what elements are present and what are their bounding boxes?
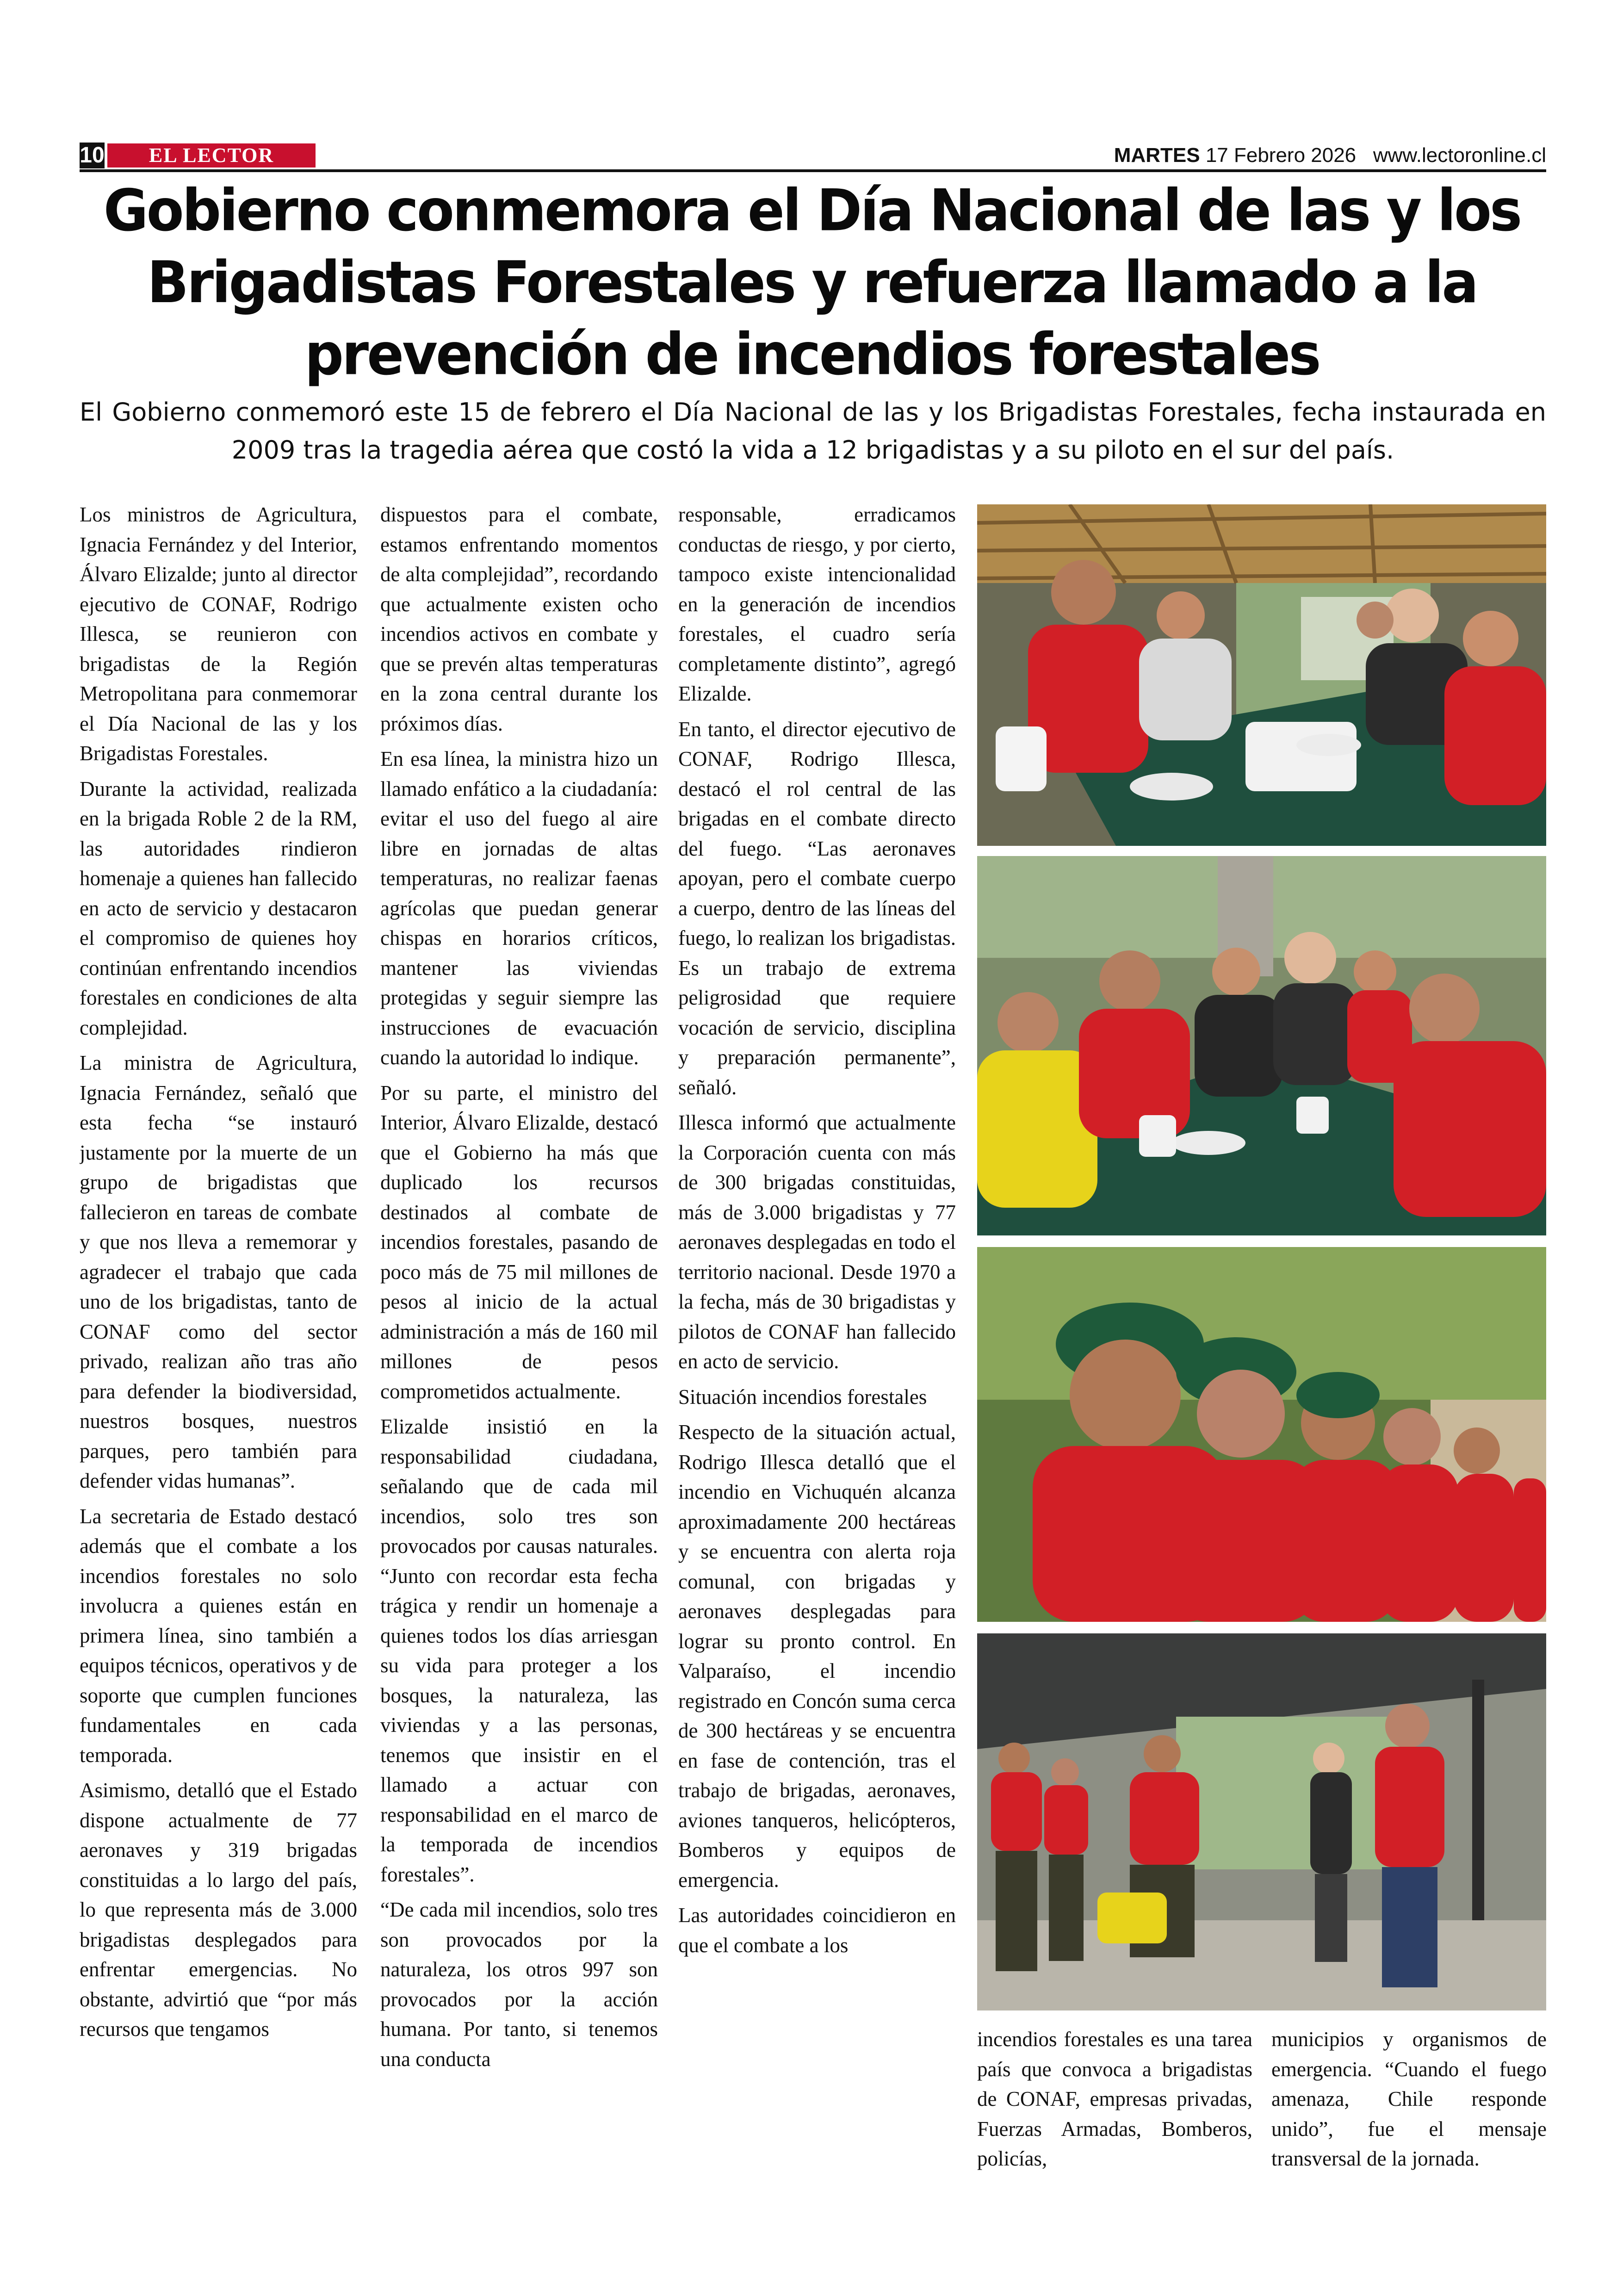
paragraph: Las autoridades coincidieron en que el combate a los: [678, 1904, 956, 1957]
header-day: MARTES: [1114, 144, 1200, 167]
article-column-4: [977, 2024, 1252, 2209]
paragraph: municipios y organismos de emergencia. “Cuando el fuego amenaza, Chile responde unido”, fue el mensaje transversal de la jornada.: [1271, 2028, 1547, 2170]
header-rule: [80, 169, 1546, 172]
article-column-5: [1271, 2024, 1547, 2209]
article-column-2: [380, 500, 658, 2207]
page-header: [80, 141, 1546, 170]
paragraph: Por su parte, el ministro del Interior, Álvaro Elizalde, destacó que el Gobierno ha más que duplicado los recursos destinados al combate de incendios forestales, pasando de poco más de 75 mil millones de pesos al inicio de la actual administración a más de 160 mil millones de pesos comprometidos actualmente.: [380, 1081, 658, 1403]
paragraph: Durante la actividad, realizada en la brigada Roble 2 de la RM, las autoridades rindieron homenaje a quienes han fallecido en acto de servicio y destacaron el compromiso de quienes hoy continúan enfrentando incendios forestales en condiciones de alta complejidad.: [80, 777, 357, 1039]
paragraph: Asimismo, detalló que el Estado dispone actualmente de 77 aeronaves y 319 brigadas constituidas a lo largo del país, lo que representa más de 3.000 brigadistas desplegados para enfrentar emergencias. No obstante, advirtió que “por más recursos que tengamos: [80, 1779, 357, 2041]
newspaper-logo: EL LECTOR: [107, 143, 316, 168]
header-dateline: [1114, 143, 1546, 168]
paragraph: “De cada mil incendios, solo tres son provocados por la naturaleza, los otros 997 son provocados por la acción humana. Por tanto, si tenemos una conducta: [380, 1898, 658, 2071]
paragraph: Los ministros de Agricultura, Ignacia Fernández y del Interior, Álvaro Elizalde; junto al director ejecutivo de CONAF, Rodrigo Illesca, se reunieron con brigadistas de la Región Metropolitana para conmemorar el Día Nacional de las y los Brigadistas Forestales.: [80, 503, 357, 765]
header-date: 17 Febrero 2026: [1205, 144, 1357, 167]
article-headline: Gobierno conmemora el Día Nacional de las y los Brigadistas Forestales y refuerza llamado a la prevención de incendios forestales: [103, 177, 1521, 388]
paragraph: La secretaria de Estado destacó además que el combate a los incendios forestales no solo involucra a quienes están en primera línea, sino también a equipos técnicos, operativos y de soporte que cumplen funciones fundamentales en cada temporada.: [80, 1504, 357, 1767]
article-column-3: [678, 500, 956, 2207]
photo-tool-demonstration: [977, 1633, 1546, 2011]
paragraph: Elizalde insistió en la responsabilidad ciudadana, señalando que de cada mil incendios, solo tres son provocados por causas naturales. “Junto con recordar esta fecha trágica y rendir un homenaje a quienes todos los días arriesgan su vida para proteger a los bosques, la naturaleza, las viviendas y a las personas, tenemos que insistir en el llamado a actuar con responsabilidad en el marco de la temporada de incendios forestales”.: [380, 1415, 658, 1886]
paragraph: Illesca informó que actualmente la Corporación cuenta con más de 300 brigadas constituidas, más de 3.000 brigadistas y 77 aeronaves desplegadas en todo el territorio nacional. Desde 1970 a la fecha, más de 30 brigadistas y pilotos de CONAF han fallecido en acto de servicio.: [678, 1111, 956, 1373]
photo-brigadistas-table: [977, 856, 1546, 1235]
photo-officials-table: [977, 504, 1546, 846]
subheading: Situación incendios forestales: [678, 1385, 927, 1409]
paragraph: dispuestos para el combate, estamos enfrentando momentos de alta complejidad”, recordando que actualmente existen ocho incendios activos en combate y que se prevén altas temperaturas en la zona central durante los próximos días.: [380, 503, 658, 735]
page-number: 10: [80, 143, 105, 168]
paragraph: En tanto, el director ejecutivo de CONAF, Rodrigo Illesca, destacó el rol central de las brigadas en el combate directo del fuego. “Las aeronaves apoyan, pero el combate cuerpo a cuerpo, dentro de las líneas del fuego, lo realizan los brigadistas. Es un trabajo de extrema peligrosidad que requiere vocación de servicio, disciplina y preparación permanente”, señaló.: [678, 717, 956, 1099]
article-deck: El Gobierno conmemoró este 15 de febrero el Día Nacional de las y los Brigadistas Forestales, fecha instaurada en 2009 tras la tragedia aérea que costó la vida a 12 brigadistas y a su piloto en el sur del país.: [80, 397, 1546, 465]
paragraph: incendios forestales es una tarea país que convoca a brigadistas de CONAF, empresas privadas, Fuerzas Armadas, Bomberos, policías,: [977, 2028, 1252, 2170]
header-website[interactable]: www.lectoronline.cl: [1373, 144, 1546, 167]
paragraph: responsable, erradicamos conductas de riesgo, y por cierto, tampoco existe intencionalidad en la generación de incendios forestales, el cuadro sería completamente distinto”, agregó Elizalde.: [678, 503, 956, 705]
photo-brigadistas-formation: [977, 1247, 1546, 1622]
article-column-1: [80, 500, 357, 2207]
paragraph: En esa línea, la ministra hizo un llamado enfático a la ciudadanía: evitar el uso del fuego al aire libre en jornadas de altas temperaturas, no realizar faenas agrícolas que puedan generar chispas en horarios críticos, mantener las viviendas protegidas y seguir siempre las instrucciones de evacuación cuando la autoridad lo indique.: [380, 747, 658, 1069]
paragraph: La ministra de Agricultura, Ignacia Fernández, señaló que esta fecha “se instauró justamente por la muerte de un grupo de brigadistas que fallecieron en tareas de combate y que nos lleva a rememorar y agradecer el trabajo que cada uno de los brigadistas, tanto de CONAF como del sector privado, realizan año tras año para defender la biodiversidad, nuestros bosques, nuestros parques, pero también para defender vidas humanas”.: [80, 1051, 357, 1492]
paragraph: Respecto de la situación actual, Rodrigo Illesca detalló que el incendio en Vichuquén alcanza aproximadamente 200 hectáreas y se encuentra con alerta roja comunal, con brigadas y aeronaves desplegadas para lograr su pronto control. En Valparaíso, el incendio registrado en Concón suma cerca de 300 hectáreas y se encuentra en fase de contención, tras el trabajo de brigadas, aeronaves, aviones tanqueros, helicópteros, Bomberos y equipos de emergencia.: [678, 1421, 956, 1892]
